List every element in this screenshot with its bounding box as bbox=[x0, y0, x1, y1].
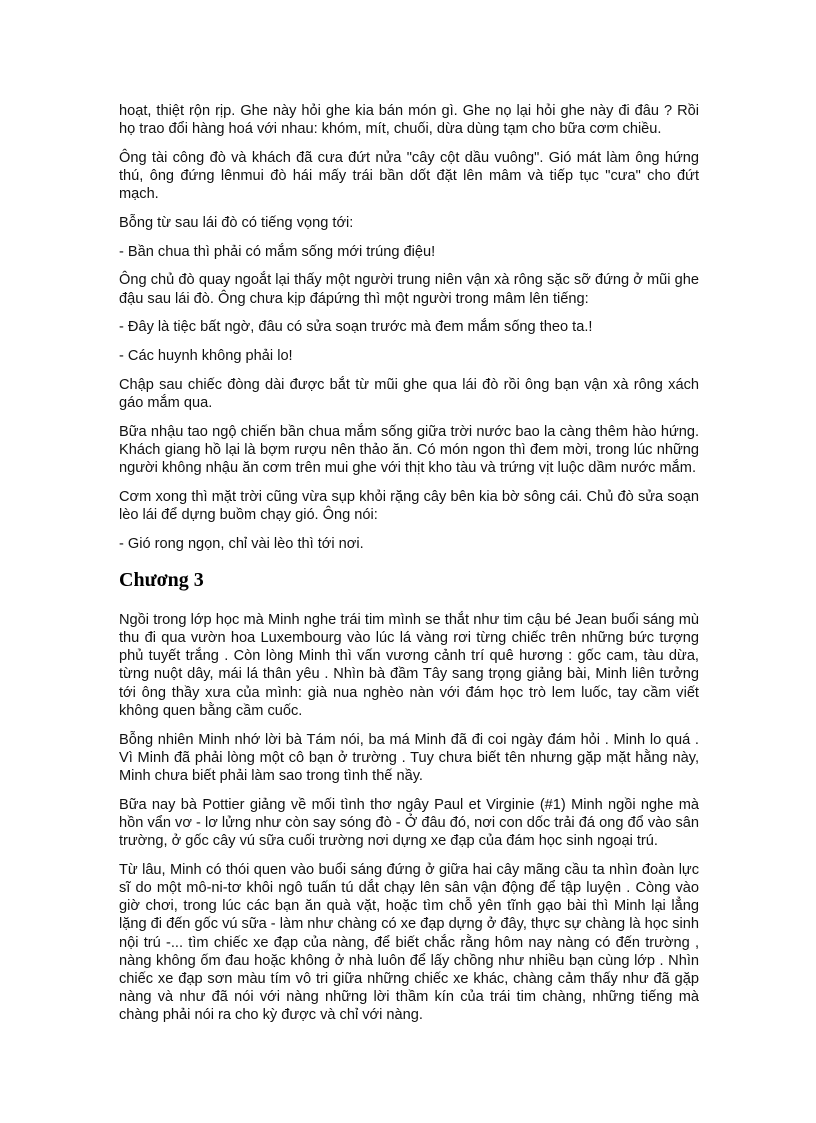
paragraph: Bỗng nhiên Minh nhớ lời bà Tám nói, ba má Minh đã đi coi ngày đám hỏi . Minh lo quá . Vì Minh đã phải lòng một cô bạn ở trường . Tuy chưa biết tên nhưng gặp mặt hằng này, Minh chưa biết phải làm sao trong tình thế nầy. bbox=[119, 731, 699, 784]
dialogue-line: - Gió rong ngọn, chỉ vài lèo thì tới nơi. bbox=[119, 535, 364, 552]
paragraph: Ông chủ đò quay ngoắt lại thấy một người trung niên vận xà rông sặc sỡ đứng ở mũi ghe đậu sau lái đò. Ông chưa kịp đápứng thì một người trong mâm lên tiếng: bbox=[119, 272, 699, 307]
document-page bbox=[119, 102, 699, 1035]
dialogue-line: - Bần chua thì phải có mắm sống mới trúng điệu! bbox=[119, 243, 436, 260]
paragraph: Bỗng từ sau lái đò có tiếng vọng tới: bbox=[119, 215, 354, 232]
dialogue-line: - Các huynh không phải lo! bbox=[119, 348, 293, 365]
dialogue-line: - Đây là tiệc bất ngờ, đâu có sửa soạn trước mà đem mắm sống theo ta.! bbox=[119, 319, 593, 336]
paragraph: Bữa nay bà Pottier giảng về mối tình thơ ngây Paul et Virginie (#1) Minh ngồi nghe mà hồn vẩn vơ - lơ lửng như còn say sóng đò - Ở đâu đó, nơi con dốc trải đá ong đổ vào sân trường, ở gốc cây vú sữa cuối trường nơi dựng xe đạp của đám học sinh ngoại trú. bbox=[119, 796, 699, 850]
paragraph: Bữa nhậu tao ngộ chiến bần chua mắm sống giữa trời nước bao la càng thêm hào hứng. Khách giang hồ lại là bợm rượu nên thảo ăn. Có món ngon thì đem mời, trong lúc những người không nhậu ăn cơm trên mui ghe với thịt kho tàu và trứng vịt luộc dầm nước mắm. bbox=[119, 423, 699, 477]
paragraph: Ngồi trong lớp học mà Minh nghe trái tim mình se thắt như tim cậu bé Jean buổi sáng mù thu đi qua vườn hoa Luxembourg vào lúc lá vàng rơi từng chiếc trên những bức tượng phủ tuyết trắng . Còn lòng Minh thì vấn vương cảnh trí quê hương : gốc cam, tàu dừa, từng nuột dây, mái lá thân yêu . Nhìn bà đầm Tây sang trọng giảng bài, Minh liên tưởng tới ông thầy xưa của mình: già nua nghèo nàn với đám học trò lem luốc, tay cầm viết không quen bằng cầm cuốc. bbox=[119, 611, 699, 719]
paragraph: Từ lâu, Minh có thói quen vào buổi sáng đứng ở giữa hai cây mãng cầu ta nhìn đoàn lực sĩ do một mô-ni-tơ khôi ngô tuấn tú dắt chạy lên sân vận động để tập luyện . Còng vào giờ chơi, trong lúc các bạn ăn quà vặt, hoặc tìm chỗ yên tĩnh gạo bài thì Minh lại lẳng lặng đi đến gốc vú sữa - làm như chàng có xe đạp dựng ở đây, thực sự chàng là học sinh nội trú -... tìm chiếc xe đạp của nàng, để biết chắc rằng hôm nay nàng có đến trường , nàng không ốm đau hoặc không ở nhà luôn để lấy chồng như nhiều bạn cùng lớp . Nhìn chiếc xe đạp sơn màu tím vô tri giữa những chiếc xe khác, chàng cảm thấy như đã gặp nàng và như đã nói với nàng những lời thầm kín của trái tim chàng, những tiếng mà chàng phải nói ra cho kỳ được và chỉ với nàng. bbox=[119, 861, 699, 1024]
paragraph: Cơm xong thì mặt trời cũng vừa sụp khỏi rặng cây bên kia bờ sông cái. Chủ đò sửa soạn lèo lái để dựng buồm chạy gió. Ông nói: bbox=[119, 488, 699, 523]
paragraph: Chập sau chiếc đòng dài được bắt từ mũi ghe qua lái đò rồi ông bạn vận xà rông xách gáo mắm qua. bbox=[119, 376, 699, 411]
paragraph: hoạt, thiệt rộn rịp. Ghe này hỏi ghe kia bán món gì. Ghe nọ lại hỏi ghe này đi đâu ? Rồi họ trao đổi hàng hoá với nhau: khóm, mít, chuối, dừa dùng tạm cho bữa cơm chiều. bbox=[119, 103, 699, 138]
chapter-heading: Chương 3 bbox=[119, 568, 204, 591]
paragraph: Ông tài công đò và khách đã cưa đứt nửa "cây cột dầu vuông". Gió mát làm ông hứng thú, ông đứng lênmui đò hái mấy trái bần dốt đặt lên mâm và tiếp tục "cưa" cho đứt mạch. bbox=[119, 149, 699, 203]
